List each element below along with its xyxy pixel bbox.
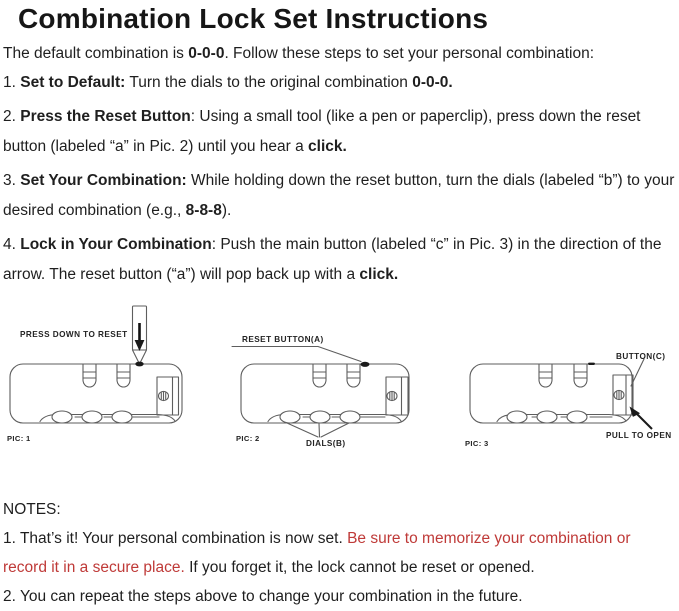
lock-diagram-pic2 (230, 300, 460, 460)
text-segment: Set to Default: (20, 74, 126, 91)
note-1 (3, 524, 676, 582)
lock-diagram-pic1 (0, 300, 230, 460)
text-segment: 3. (3, 172, 21, 189)
pic1-caption: PIC: 1 (7, 434, 31, 443)
text-segment: While holding down the reset button, turn the dials (labeled “b”) to your desired combination (e.g., (3, 172, 675, 219)
steps-list (3, 68, 676, 290)
step-3 (3, 166, 676, 226)
step-2 (3, 102, 676, 162)
text-segment: : Push the main button (labeled “c” in Pic. 3) in the direction of the arrow. The reset button (“a”) will pop back up with a (3, 236, 662, 283)
text-segment: 1. (3, 74, 21, 91)
reset-button-dot (588, 363, 595, 365)
text-segment: : Using a small tool (like a pen or paperclip), press down the reset button (labeled “a” in Pic. 2) until you hear a (3, 108, 641, 155)
notes-heading: NOTES: (3, 501, 61, 518)
text-segment: Lock in Your Combination (20, 236, 212, 253)
text-segment: . Follow these steps to set your personal combination: (224, 45, 595, 62)
page-title: Combination Lock Set Instructions (18, 3, 489, 34)
pic3-caption: PIC: 3 (465, 439, 489, 448)
reset-button-label: RESET BUTTON(A) (242, 335, 324, 344)
text-segment: ). (221, 202, 232, 219)
dials-label: DIALS(B) (306, 439, 346, 448)
text-segment: Press the Reset Button (20, 108, 191, 125)
reset-button-dot (361, 362, 370, 367)
figure-row (0, 300, 679, 460)
press-down-arrow-icon (135, 323, 145, 351)
text-segment: Set Your Combination: (20, 172, 187, 189)
text-segment: 2. (3, 108, 21, 125)
press-down-to-reset-label: PRESS DOWN TO RESET (20, 330, 128, 339)
text-segment: 8-8-8 (185, 202, 222, 219)
main-button (386, 377, 408, 415)
text-segment: 0-0-0 (188, 45, 225, 62)
text-segment: If you forget it, the lock cannot be reset or opened. (184, 559, 535, 576)
text-segment: 4. (3, 236, 21, 253)
main-button (157, 377, 179, 415)
step-4 (3, 230, 676, 290)
pull-to-open-label: PULL TO OPEN (606, 431, 672, 440)
figure-pic-1 (0, 300, 230, 460)
text-segment: 0-0-0. (412, 74, 453, 91)
pic2-caption: PIC: 2 (236, 434, 260, 443)
dials (268, 411, 401, 423)
dials-leader-lines (287, 423, 349, 437)
text-segment: click. (359, 266, 399, 283)
notes-section (3, 496, 676, 611)
text-segment: click. (308, 138, 347, 155)
step-1 (3, 68, 676, 98)
pull-to-open-arrow-icon (630, 407, 653, 430)
figure-pic-2 (230, 300, 460, 460)
dials (40, 411, 175, 423)
figure-pic-3 (455, 300, 679, 460)
reset-button-dot (135, 362, 143, 367)
text-segment: The default combination is (3, 45, 189, 62)
text-segment: Turn the dials to the original combination (125, 74, 413, 91)
dials (497, 411, 626, 423)
text-segment: Be sure to memorize your combination or record it in a secure place. (3, 530, 631, 576)
button-c-label: BUTTON(C) (616, 352, 666, 361)
button-leader-line (631, 359, 644, 386)
intro-paragraph (3, 40, 676, 68)
text-segment: 1. That’s it! Your personal combination is now set. (3, 530, 348, 547)
reset-leader-line (232, 347, 361, 362)
main-button (613, 375, 633, 415)
text-segment: 2. You can repeat the steps above to change your combination in the future. (3, 588, 523, 605)
